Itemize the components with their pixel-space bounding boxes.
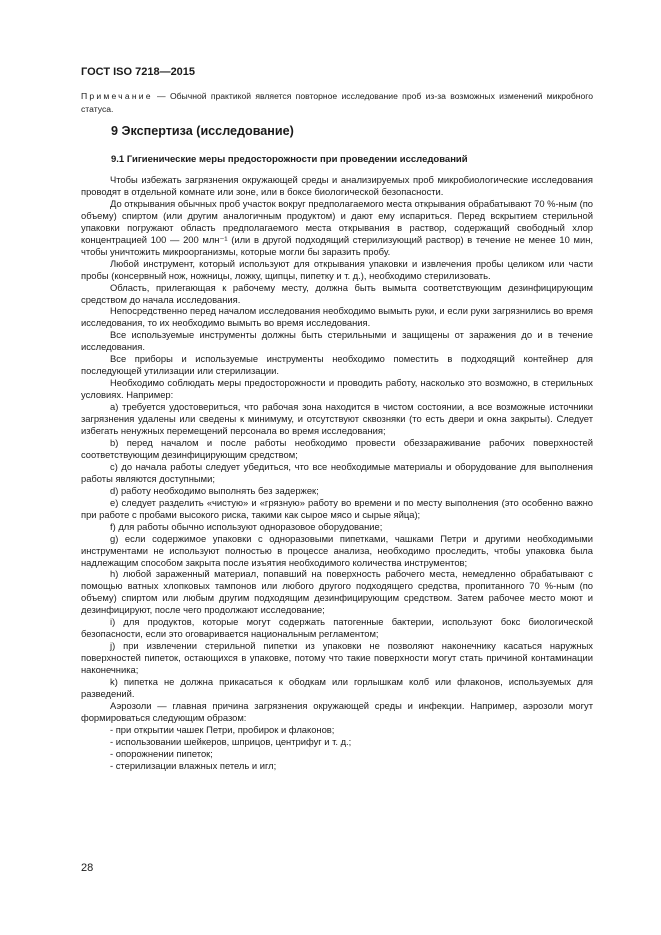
document-header: ГОСТ ISO 7218—2015 bbox=[81, 66, 196, 78]
list-item: d) работу необходимо выполнять без задержек; bbox=[110, 484, 319, 496]
list-item: g) если содержимое упаковки с одноразовыми пипетками, чашками Петри и другими необходимыми инструментами не используют полностью в процессе анализа, необходимо проследить, чтобы упаковка была надлежащим способом закрыта после изъятия необходимого количества инструментов; bbox=[81, 532, 593, 568]
list-item: - опорожнении пипеток; bbox=[110, 747, 213, 759]
list-item: j) при извлечении стерильной пипетки из упаковки не позволяют наконечнику касаться наружных поверхностей пипеток, остающихся в упаковке, потому что такие поверхности могут стать причиной контаминации наконечника; bbox=[81, 640, 593, 676]
list-item: i) для продуктов, которые могут содержать патогенные бактерии, используют бокс биологической безопасности, если это оговаривается национальным регламентом; bbox=[81, 616, 593, 640]
note-label: Примечание bbox=[81, 91, 153, 101]
list-item: a) требуется удостовериться, что рабочая зона находится в чистом состоянии, а все возможные источники загрязнения удалены или сведены к минимуму, и отсутствуют сквозняки (то есть двери и окна закрыты). Следует избегать ненужных перемещений персонала во время исследования; bbox=[81, 401, 593, 437]
list-item: c) до начала работы следует убедиться, что все необходимые материалы и оборудование для выполнения работы являются доступными; bbox=[81, 460, 593, 484]
list-item: - стерилизации влажных петель и игл; bbox=[110, 759, 277, 771]
section-title: 9 Экспертиза (исследование) bbox=[111, 124, 294, 138]
body-text bbox=[81, 174, 593, 772]
list-item: - использовании шейкеров, шприцов, центрифуг и т. д.; bbox=[110, 735, 352, 747]
list-item: h) любой зараженный материал, попавший на поверхность рабочего места, немедленно обрабатывают с помощью ватных хлопковых тампонов или любого другого подходящего средства, пропитанного 70 %-ным (по объему) спиртом или любым другим подходящим дезинфицирующим средством. Затем рабочее место моют и дезинфицируют, после чего продолжают исследование; bbox=[81, 568, 593, 616]
paragraph: Все приборы и используемые инструменты необходимо поместить в подходящий контейнер для последующей утилизации или стерилизации. bbox=[81, 353, 593, 377]
paragraph: Необходимо соблюдать меры предосторожности и проводить работу, насколько это возможно, в стерильных условиях. Например: bbox=[81, 377, 593, 401]
paragraph: Аэрозоли — главная причина загрязнения окружающей среды и инфекции. Например, аэрозоли могут формироваться следующим образом: bbox=[81, 699, 593, 723]
list-item: k) пипетка не должна прикасаться к ободкам или горлышкам колб или флаконов, используемых для разведений. bbox=[81, 676, 593, 699]
list-item: - при открытии чашек Петри, пробирок и флаконов; bbox=[110, 723, 335, 735]
subsection-title: 9.1 Гигиенические меры предосторожности при проведении исследований bbox=[111, 154, 468, 165]
page-number: 28 bbox=[81, 862, 94, 874]
paragraph: До открывания обычных проб участок вокруг предполагаемого места открывания обрабатывают 70 %-ным (по объему) спиртом (или другим аналогичным продуктом) и дают ему испариться. Перед вскрытием стерильной упаковки погружают область предполагаемого места открывания в раствор, содержащий свободный хлор концентрацией 100 — 200 млн⁻¹ (или в другой подходящий стерилизующий раствор) в течение не менее 10 мин, чтобы уничтожить микроорганизмы, которые могли бы заразить пробу. bbox=[81, 197, 593, 257]
paragraph: Непосредственно перед началом исследования необходимо вымыть руки, и если руки загрязнились во время исследования, то их необходимо вымыть во время исследования. bbox=[81, 305, 593, 329]
note-text: — Обычной практикой является повторное исследование проб из-за возможных изменений микробного статуса. bbox=[81, 91, 593, 114]
note bbox=[81, 90, 593, 116]
list-item: f) для работы обычно используют одноразовое оборудование; bbox=[110, 520, 383, 532]
paragraph: Область, прилегающая к рабочему месту, должна быть вымыта соответствующим дезинфицирующим средством до начала исследования. bbox=[81, 281, 593, 305]
paragraph: Все используемые инструменты должны быть стерильными и защищены от заражения до и в течение исследования. bbox=[81, 329, 593, 353]
paragraph: Чтобы избежать загрязнения окружающей среды и анализируемых проб микробиологические исследования проводят в отдельной комнате или зоне, или в боксе биологической безопасности. bbox=[81, 174, 593, 197]
list-item: e) следует разделить «чистую» и «грязную» работу во времени и по месту выполнения (это особенно важно при работе с пробами высокого риска, такими как сырое мясо и сырые яйца); bbox=[81, 496, 593, 520]
paragraph: Любой инструмент, который используют для открывания упаковки и извлечения пробы целиком или части пробы (консервный нож, ножницы, ложку, щипцы, пипетку и т. д.), необходимо стерилизовать. bbox=[81, 257, 593, 281]
list-item: b) перед началом и после работы необходимо провести обеззараживание рабочих поверхностей соответствующим дезинфицирующим средством; bbox=[81, 436, 593, 460]
